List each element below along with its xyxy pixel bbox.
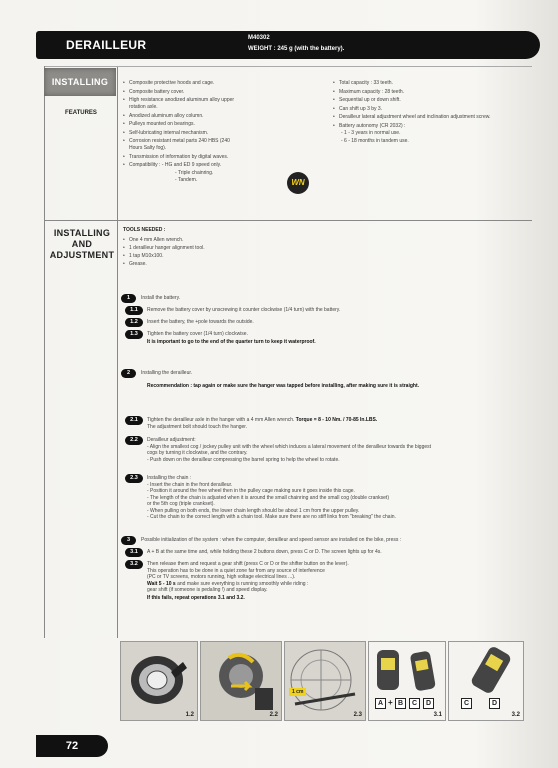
step-badge: 1.2 xyxy=(125,318,143,327)
step-text xyxy=(147,475,527,521)
feature-item: • Pulleys mounted on bearings. xyxy=(123,121,283,128)
step-badge: 3 xyxy=(121,536,136,545)
key-c-label: C xyxy=(409,698,420,709)
step-line: - Position it around the free wheel then in the pulley cage making sure it goes inside this cage. xyxy=(147,488,355,494)
feature-item: • Battery autonomy (CR 2032) : xyxy=(333,123,523,130)
feature-item: • Transmission of information by digital waves. xyxy=(123,154,283,161)
step-text: Install the battery. xyxy=(141,295,181,301)
feature-item: • High resistance anodized aluminum alloy upper rotation axle. xyxy=(123,97,238,111)
feature-item: • Total capacity : 33 teeth. xyxy=(333,80,523,87)
features-list-left xyxy=(123,80,283,186)
brand-logo: WN xyxy=(287,172,309,194)
installing-adjustment-label xyxy=(48,228,116,261)
left-column-divider xyxy=(117,66,118,638)
feature-item: • Maximum capacity : 28 teeth. xyxy=(333,89,523,96)
tool-item: • Grease. xyxy=(123,260,205,268)
feature-item: • Compatibility : - HG and ED 9 speed only. xyxy=(123,162,283,169)
tools-list xyxy=(123,236,205,268)
tool-item: • 1 tap M10x100. xyxy=(123,252,205,260)
photo-number: 3.2 xyxy=(511,712,520,718)
feature-item: • Can shift up 3 by 3. xyxy=(333,106,523,113)
step-line: or the 5th cog (triple crankset). xyxy=(147,501,215,507)
photo-computer-cd xyxy=(448,641,524,721)
step-text: Remove the battery cover by unscrewing it counter clockwise (1/4 turn) with the battery. xyxy=(147,307,341,313)
left-border xyxy=(44,66,45,638)
key-a-label: A xyxy=(375,698,386,709)
step-text: Possible initialization of the system : when the computer, derailleur and speed sensor are installed on the bike, press : xyxy=(141,537,402,543)
step-badge: 1.1 xyxy=(125,306,143,315)
photo-chain xyxy=(284,641,366,721)
features-label: FEATURES xyxy=(65,110,97,116)
feature-item: • Composite protective hoods and cage. xyxy=(123,80,283,87)
label-line: ADJUSTMENT xyxy=(49,250,115,260)
label-line: INSTALLING xyxy=(53,228,111,238)
computer-illustration xyxy=(369,642,446,721)
feature-item: • Derailleur lateral adjustment wheel and inclination adjustment screw. xyxy=(333,114,523,121)
photo-number: 2.2 xyxy=(269,712,278,718)
torque-value: Torque = 8 - 10 Nm. / 70-85 In.LBS. xyxy=(295,417,378,423)
top-divider xyxy=(44,66,532,67)
key-d-label: D xyxy=(423,698,434,709)
photo-derailleur-mount xyxy=(200,641,282,721)
feature-item: • Composite battery cover. xyxy=(123,89,283,96)
step-recommendation: Recommendation : tap again or make sure the hanger was tapped before installing, after making sure it is straight. xyxy=(147,383,420,389)
step-line: Then release them and request a gear shift (press C or D or the shifter button on the lever). xyxy=(147,561,349,567)
step-badge: 2.1 xyxy=(125,416,143,425)
tool-item: • 1 derailleur hanger alignment tool. xyxy=(123,244,205,252)
tools-title: TOOLS NEEDED : xyxy=(123,227,166,233)
step-line: - Insert the chain in the front derailleur. xyxy=(147,481,233,488)
step-text xyxy=(147,561,527,601)
step-text: A + B at the same time and, while holding these 2 buttons down, press C or D. The screen lights up for 4s. xyxy=(147,549,382,555)
model-code: M40302 xyxy=(248,35,270,41)
cm-marker: 1 cm xyxy=(289,688,306,696)
step-badge: 3.1 xyxy=(125,548,143,557)
computer-shift-illustration xyxy=(449,642,524,721)
photo-number: 3.1 xyxy=(433,712,442,718)
step-line-rest: and make sure everything is running smoothly while riding : xyxy=(175,580,309,587)
feature-subitem: - 6 - 18 months in tandem use. xyxy=(341,137,409,144)
key-b-label: B xyxy=(395,698,406,709)
step-badge: 2.2 xyxy=(125,436,143,445)
installing-tab: INSTALLING xyxy=(44,68,116,96)
battery-illustration xyxy=(121,642,198,721)
feature-subitem: - 1 - 3 years in normal use. xyxy=(341,130,401,136)
tool-item: • One 4 mm Allen wrench. xyxy=(123,236,205,244)
label-line: AND xyxy=(71,239,93,249)
photo-number: 2.3 xyxy=(353,712,362,718)
step-line: - Cut the chain to the correct length with a chain tool. Make sure there are no stiff links from "breaking" the chain. xyxy=(147,514,396,520)
step-line: cogs by turning it clockwise, and the contrary. xyxy=(147,450,248,456)
photo-battery xyxy=(120,641,198,721)
step-text xyxy=(147,437,527,463)
plus-label: + xyxy=(388,698,393,707)
step-line: gear shift (if someone is pedaling !) and speed display. xyxy=(147,587,268,593)
key-c-label: C xyxy=(461,698,472,709)
features-list-right xyxy=(333,80,523,146)
photo-number: 1.2 xyxy=(185,712,194,718)
chain-illustration xyxy=(285,642,366,721)
step-text: Tighten the battery cover (1/4 turn) clockwise. xyxy=(147,331,248,337)
step-badge: 2.3 xyxy=(125,474,143,483)
step-badge: 2 xyxy=(121,369,136,378)
step-text xyxy=(147,417,517,430)
feature-item: • Self-lubricating internal mechanism. xyxy=(123,130,283,137)
step-warning: It is important to go to the end of the quarter turn to keep it waterproof. xyxy=(147,339,316,345)
weight-label: WEIGHT : 245 g (with the battery). xyxy=(248,46,345,52)
step-text: Installing the derailleur. xyxy=(141,370,193,376)
step-line: - The length of the chain is adjusted when it is around the small chainring and the small cog (double crankset) xyxy=(147,494,389,501)
step-line: - Align the smallest cog / jockey pulley unit with the wheel which induces a lateral movement of the derailleur towards the biggest xyxy=(147,443,432,450)
feature-subitem: - Tandem. xyxy=(175,177,198,183)
feature-item: • Sequential up or down shift. xyxy=(333,97,523,104)
step-line: (PC or TV screens, motors running, high voltage electrical lines ...). xyxy=(147,574,296,580)
feature-item: • Anodized aluminum alloy column. xyxy=(123,113,283,120)
photo-computer-ab xyxy=(368,641,446,721)
step-text-part: The adjustment bolt should touch the hanger. xyxy=(147,423,248,430)
step-text-part: Tighten the derailleur axle in the hanger with a 4 mm Allen wrench. xyxy=(147,417,295,423)
step-retry-note: If this fails, repeat operations 3.1 and 3.2. xyxy=(147,594,245,601)
step-text: Insert the battery, the +pole towards the outside. xyxy=(147,319,254,325)
section-divider xyxy=(44,220,532,221)
photo-strip xyxy=(120,641,524,721)
step-line: Derailleur adjustment: xyxy=(147,437,196,443)
step-badge: 3.2 xyxy=(125,560,143,569)
page-number: 72 xyxy=(36,735,108,757)
feature-item: • Corrosion resistant metal parts 240 HBS (240 Hours Salty fog). xyxy=(123,138,238,152)
step-line: - When pulling on both ends, the lower chain length should be about 1 cm from the upper pulley. xyxy=(147,507,360,514)
step-line: Installing the chain : xyxy=(147,475,192,481)
step-badge: 1 xyxy=(121,294,136,303)
step-badge: 1.3 xyxy=(125,330,143,339)
derailleur-illustration xyxy=(201,642,282,721)
feature-subitem: - Triple chainring. xyxy=(175,169,214,176)
key-d-label: D xyxy=(489,698,500,709)
wait-time: Wait 5 - 10 s xyxy=(147,580,176,587)
header-bar xyxy=(36,31,540,59)
step-line: This operation has to be done in a quiet zone far from any source of interference xyxy=(147,567,325,574)
step-line: - Push down on the derailleur compressing the barrel spring to help the wheel to rotate. xyxy=(147,456,340,463)
page-title: DERAILLEUR xyxy=(66,38,147,52)
